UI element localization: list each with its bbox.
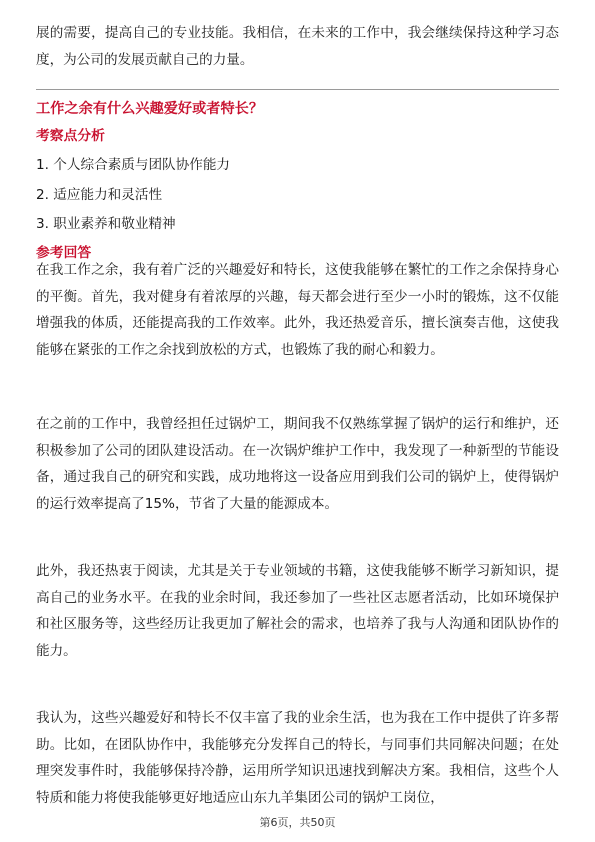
- section-divider: [36, 89, 559, 90]
- answer-paragraph: 此外，我还热衷于阅读，尤其是关于专业领域的书籍，这使我能够不断学习新知识，提高自己的业务水平。在我的业余时间，我还参加了一些社区志愿者活动，比如环境保护和社区服务等，这些经历让我更加了解社会的需求，也培养了我与人沟通和团队协作的能力。: [36, 563, 559, 659]
- page-footer: 第6页，共50页: [259, 816, 336, 829]
- analysis-heading: 考察点分析: [36, 128, 105, 144]
- analysis-list: [36, 151, 559, 240]
- list-item: 1. 个人综合素质与团队协作能力: [36, 157, 231, 173]
- answer-paragraph: 在我工作之余，我有着广泛的兴趣爱好和特长，这使我能够在繁忙的工作之余保持身心的平衡。首先，我对健身有着浓厚的兴趣，每天都会进行至少一小时的锻炼，这不仅能增强我的体质，还能提高我的工作效率。此外，我还热爱音乐，擅长演奏吉他，这使我能够在紧张的工作之余找到放松的方式，也锻炼了我的耐心和毅力。: [36, 262, 559, 358]
- answer-paragraph: 在之前的工作中，我曾经担任过锅炉工，期间我不仅熟练掌握了锅炉的运行和维护，还积极参加了公司的团队建设活动。在一次锅炉维护工作中，我发现了一种新型的节能设备，通过我自己的研究和实践，成功地将这一设备应用到我们公司的锅炉上，使得锅炉的运行效率提高了15%，节省了大量的能源成本。: [36, 416, 559, 512]
- answer-paragraph: 我认为，这些兴趣爱好和特长不仅丰富了我的业余生活，也为我在工作中提供了许多帮助。比如，在团队协作中，我能够充分发挥自己的特长，与同事们共同解决问题；在处理突发事件时，我能够保持冷静，运用所学知识迅速找到解决方案。我相信，这些个人特质和能力将使我能够更好地适应山东九羊集团公司的锅炉工岗位，: [36, 710, 559, 806]
- list-item: 2. 适应能力和灵活性: [36, 186, 163, 203]
- answer-heading: 参考回答: [36, 245, 92, 261]
- intro-paragraph: 展的需要，提高自己的专业技能。我相信，在未来的工作中，我会继续保持这种学习态度，为公司的发展贡献自己的力量。: [36, 25, 559, 68]
- list-item: 3. 职业素养和敬业精神: [36, 216, 176, 232]
- question-heading: 工作之余有什么兴趣爱好或者特长？: [36, 101, 264, 117]
